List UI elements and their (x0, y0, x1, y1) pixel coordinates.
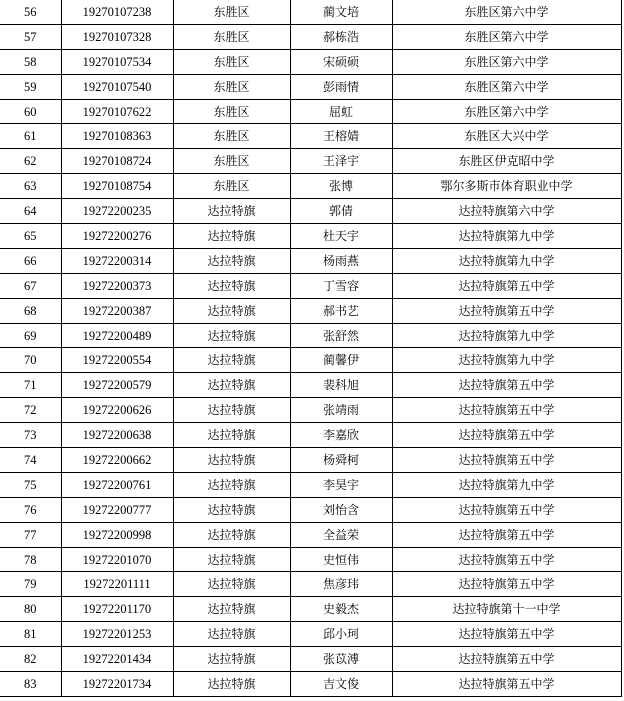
district-cell: 达拉特旗 (173, 647, 290, 672)
row-number-cell: 80 (0, 597, 61, 622)
school-cell: 达拉特旗第五中学 (392, 497, 621, 522)
school-cell: 东胜区伊克昭中学 (392, 149, 621, 174)
student-name-cell: 焦彦玮 (290, 572, 392, 597)
table-row (0, 74, 621, 99)
school-cell: 达拉特旗第五中学 (392, 672, 621, 697)
district-cell: 达拉特旗 (173, 348, 290, 373)
student-name-cell: 李昊宇 (290, 472, 392, 497)
table-row (0, 547, 621, 572)
table-row (0, 99, 621, 124)
school-cell: 达拉特旗第九中学 (392, 224, 621, 249)
table-row (0, 248, 621, 273)
student-name-cell: 丁雪容 (290, 273, 392, 298)
school-cell: 达拉特旗第九中学 (392, 472, 621, 497)
school-cell: 达拉特旗第五中学 (392, 273, 621, 298)
table-row (0, 174, 621, 199)
school-cell: 达拉特旗第五中学 (392, 547, 621, 572)
student-name-cell: 屈虹 (290, 99, 392, 124)
row-number-cell: 62 (0, 149, 61, 174)
school-cell: 达拉特旗第五中学 (392, 298, 621, 323)
student-id-cell: 19272200638 (61, 423, 173, 448)
school-cell: 达拉特旗第五中学 (392, 522, 621, 547)
row-number-cell: 79 (0, 572, 61, 597)
student-name-cell: 裴科旭 (290, 373, 392, 398)
district-cell: 达拉特旗 (173, 423, 290, 448)
district-cell: 达拉特旗 (173, 273, 290, 298)
row-number-cell: 57 (0, 24, 61, 49)
school-cell: 东胜区第六中学 (392, 0, 621, 24)
school-cell: 达拉特旗第五中学 (392, 373, 621, 398)
student-id-cell: 19270107534 (61, 49, 173, 74)
district-cell: 达拉特旗 (173, 373, 290, 398)
district-cell: 达拉特旗 (173, 572, 290, 597)
district-cell: 达拉特旗 (173, 398, 290, 423)
row-number-cell: 72 (0, 398, 61, 423)
school-cell: 达拉特旗第十一中学 (392, 597, 621, 622)
table-row (0, 124, 621, 149)
district-cell: 东胜区 (173, 24, 290, 49)
student-id-cell: 19272200626 (61, 398, 173, 423)
row-number-cell: 66 (0, 248, 61, 273)
row-number-cell: 61 (0, 124, 61, 149)
student-name-cell: 张舒然 (290, 323, 392, 348)
table-row (0, 423, 621, 448)
school-cell: 达拉特旗第六中学 (392, 199, 621, 224)
district-cell: 达拉特旗 (173, 199, 290, 224)
district-cell: 达拉特旗 (173, 298, 290, 323)
district-cell: 东胜区 (173, 99, 290, 124)
school-cell: 达拉特旗第九中学 (392, 248, 621, 273)
row-number-cell: 68 (0, 298, 61, 323)
school-cell: 达拉特旗第五中学 (392, 423, 621, 448)
table-row (0, 472, 621, 497)
school-cell: 达拉特旗第九中学 (392, 348, 621, 373)
district-cell: 达拉特旗 (173, 597, 290, 622)
student-id-cell: 19272201170 (61, 597, 173, 622)
student-id-cell: 19272200314 (61, 248, 173, 273)
row-number-cell: 77 (0, 522, 61, 547)
district-cell: 达拉特旗 (173, 522, 290, 547)
student-name-cell: 王榕婧 (290, 124, 392, 149)
student-name-cell: 张靖雨 (290, 398, 392, 423)
student-name-cell: 王泽宇 (290, 149, 392, 174)
table-row (0, 149, 621, 174)
row-number-cell: 69 (0, 323, 61, 348)
student-id-cell: 19272201070 (61, 547, 173, 572)
school-cell: 达拉特旗第五中学 (392, 622, 621, 647)
student-name-cell: 杜天宇 (290, 224, 392, 249)
table-row (0, 522, 621, 547)
student-id-cell: 19270107622 (61, 99, 173, 124)
school-cell: 达拉特旗第五中学 (392, 398, 621, 423)
row-number-cell: 65 (0, 224, 61, 249)
school-cell: 达拉特旗第五中学 (392, 448, 621, 473)
student-id-cell: 19272200235 (61, 199, 173, 224)
row-number-cell: 56 (0, 0, 61, 24)
row-number-cell: 82 (0, 647, 61, 672)
student-id-cell: 19272200489 (61, 323, 173, 348)
table-row (0, 273, 621, 298)
student-name-cell: 宋硕硕 (290, 49, 392, 74)
student-name-cell: 杨雨燕 (290, 248, 392, 273)
student-name-cell: 蔺馨伊 (290, 348, 392, 373)
student-name-cell: 杨舜柯 (290, 448, 392, 473)
school-cell: 东胜区第六中学 (392, 49, 621, 74)
district-cell: 达拉特旗 (173, 224, 290, 249)
student-name-cell: 李嘉欣 (290, 423, 392, 448)
district-cell: 东胜区 (173, 124, 290, 149)
table-row (0, 49, 621, 74)
district-cell: 东胜区 (173, 174, 290, 199)
table-row (0, 199, 621, 224)
student-name-cell: 刘怡含 (290, 497, 392, 522)
student-name-cell: 张苡溥 (290, 647, 392, 672)
table-row (0, 672, 621, 697)
district-cell: 东胜区 (173, 49, 290, 74)
row-number-cell: 81 (0, 622, 61, 647)
table-row (0, 497, 621, 522)
student-name-cell: 邱小珂 (290, 622, 392, 647)
district-cell: 达拉特旗 (173, 622, 290, 647)
table-row (0, 224, 621, 249)
district-cell: 达拉特旗 (173, 248, 290, 273)
school-cell: 东胜区第六中学 (392, 24, 621, 49)
table-row (0, 398, 621, 423)
student-name-cell: 彭雨情 (290, 74, 392, 99)
student-id-cell: 19270108754 (61, 174, 173, 199)
student-id-cell: 19272201734 (61, 672, 173, 697)
row-number-cell: 71 (0, 373, 61, 398)
student-name-cell: 郝栋浩 (290, 24, 392, 49)
row-number-cell: 63 (0, 174, 61, 199)
student-id-cell: 19270108363 (61, 124, 173, 149)
row-number-cell: 73 (0, 423, 61, 448)
district-cell: 达拉特旗 (173, 472, 290, 497)
row-number-cell: 74 (0, 448, 61, 473)
table-row (0, 323, 621, 348)
school-cell: 达拉特旗第九中学 (392, 323, 621, 348)
student-name-cell: 蔺文培 (290, 0, 392, 24)
row-number-cell: 78 (0, 547, 61, 572)
student-name-cell: 史毅杰 (290, 597, 392, 622)
student-id-cell: 19272200662 (61, 448, 173, 473)
student-id-cell: 19272200761 (61, 472, 173, 497)
student-name-cell: 全益荣 (290, 522, 392, 547)
school-cell: 东胜区第六中学 (392, 99, 621, 124)
student-id-cell: 19270108724 (61, 149, 173, 174)
table-row (0, 0, 621, 24)
school-cell: 东胜区第六中学 (392, 74, 621, 99)
table-row (0, 298, 621, 323)
district-cell: 达拉特旗 (173, 672, 290, 697)
student-name-cell: 张博 (290, 174, 392, 199)
row-number-cell: 59 (0, 74, 61, 99)
row-number-cell: 70 (0, 348, 61, 373)
student-id-cell: 19272200998 (61, 522, 173, 547)
student-id-cell: 19272201253 (61, 622, 173, 647)
student-id-cell: 19272200579 (61, 373, 173, 398)
student-id-cell: 19272201434 (61, 647, 173, 672)
district-cell: 达拉特旗 (173, 547, 290, 572)
student-id-cell: 19270107540 (61, 74, 173, 99)
district-cell: 东胜区 (173, 0, 290, 24)
district-cell: 东胜区 (173, 74, 290, 99)
row-number-cell: 75 (0, 472, 61, 497)
table-row (0, 24, 621, 49)
student-id-cell: 19272200373 (61, 273, 173, 298)
student-id-cell: 19272201111 (61, 572, 173, 597)
student-id-cell: 19270107238 (61, 0, 173, 24)
table-row (0, 572, 621, 597)
student-name-cell: 史恒伟 (290, 547, 392, 572)
table-row (0, 348, 621, 373)
school-cell: 达拉特旗第五中学 (392, 647, 621, 672)
row-number-cell: 58 (0, 49, 61, 74)
student-id-cell: 19272200554 (61, 348, 173, 373)
table-row (0, 647, 621, 672)
table-row (0, 448, 621, 473)
row-number-cell: 76 (0, 497, 61, 522)
row-number-cell: 64 (0, 199, 61, 224)
school-cell: 达拉特旗第五中学 (392, 572, 621, 597)
student-name-cell: 吉文俊 (290, 672, 392, 697)
district-cell: 达拉特旗 (173, 448, 290, 473)
student-name-cell: 郭倩 (290, 199, 392, 224)
district-cell: 达拉特旗 (173, 323, 290, 348)
student-id-cell: 19272200387 (61, 298, 173, 323)
table-row (0, 622, 621, 647)
school-cell: 鄂尔多斯市体育职业中学 (392, 174, 621, 199)
row-number-cell: 83 (0, 672, 61, 697)
row-number-cell: 60 (0, 99, 61, 124)
row-number-cell: 67 (0, 273, 61, 298)
table-row (0, 597, 621, 622)
student-id-cell: 19270107328 (61, 24, 173, 49)
school-cell: 东胜区大兴中学 (392, 124, 621, 149)
district-cell: 达拉特旗 (173, 497, 290, 522)
student-id-cell: 19272200276 (61, 224, 173, 249)
district-cell: 东胜区 (173, 149, 290, 174)
student-id-cell: 19272200777 (61, 497, 173, 522)
table-row (0, 373, 621, 398)
student-name-cell: 郝书艺 (290, 298, 392, 323)
